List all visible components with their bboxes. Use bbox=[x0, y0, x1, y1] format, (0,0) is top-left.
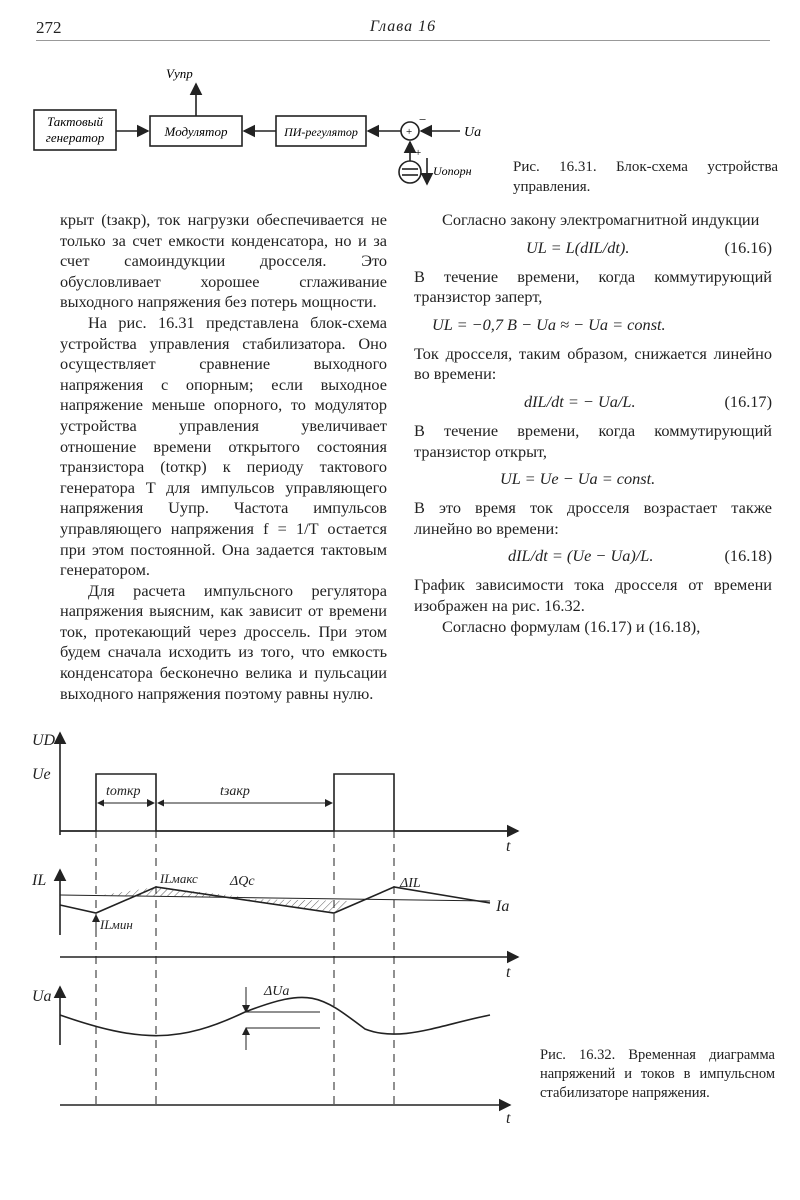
equation-formula: dIL/dt = − Ua/L. bbox=[524, 391, 636, 411]
clock-label-2: генератор bbox=[45, 130, 105, 145]
equation-number: (16.16) bbox=[724, 237, 772, 257]
paragraph: В течение времени, когда коммутирующий транзистор открыт, bbox=[414, 420, 772, 461]
modulator-label: Модулятор bbox=[164, 124, 228, 139]
equation-formula: UL = L(dIL/dt). bbox=[526, 237, 630, 257]
u-a-label: Uа bbox=[464, 125, 482, 140]
paragraph: Для расчета импульсного регулятора напряжения выясним, как зависит от времени ток, протекающий через дроссель. При этом будем сначала исходить из того, что емкость конденсатора бесконечно велика и пульсации выходного напряжения поэтому равны нулю. bbox=[60, 580, 387, 703]
il-label: IL bbox=[32, 872, 47, 889]
equation-formula: UL = −0,7 В − Ua ≈ − Ua = const. bbox=[432, 314, 666, 334]
ua-waveform bbox=[60, 997, 490, 1035]
equation-formula: UL = Ue − Ua = const. bbox=[500, 469, 656, 489]
t-label-2: t bbox=[506, 964, 511, 981]
u-ref-label: Uопорн bbox=[433, 164, 472, 178]
paragraph: Согласно закону электромагнитной индукции bbox=[442, 210, 760, 229]
dil-label: ΔIL bbox=[400, 876, 421, 891]
reference-source bbox=[399, 161, 421, 183]
ua-label: Ua bbox=[32, 988, 52, 1005]
t-label-3: t bbox=[506, 1110, 511, 1127]
figure-16-32-caption: Рис. 16.32. Временная диаграмма напряжений и токов в импульсном стабилизаторе напряжения. bbox=[540, 1047, 775, 1101]
dua-label: ΔUa bbox=[264, 984, 290, 999]
page-number: 272 bbox=[36, 18, 62, 37]
right-column bbox=[414, 210, 772, 637]
equation-16-16 bbox=[414, 231, 772, 267]
ia-label: Ia bbox=[496, 898, 510, 915]
il-min-label: ILмин bbox=[100, 917, 133, 932]
equation bbox=[414, 308, 772, 344]
page-header bbox=[36, 18, 770, 41]
pi-label: ПИ-регулятор bbox=[284, 125, 358, 139]
equation-number: (16.18) bbox=[724, 546, 772, 566]
equation bbox=[414, 462, 772, 498]
equation-formula: dIL/dt = (Ue − Ua)/L. bbox=[508, 546, 654, 566]
clock-label-1: Тактовый bbox=[46, 114, 104, 129]
ue-label: Ue bbox=[32, 766, 51, 783]
dq-label: ΔQc bbox=[230, 874, 255, 889]
plus-sign: + bbox=[406, 126, 413, 138]
paragraph: В течение времени, когда коммутирующий транзистор заперт, bbox=[414, 266, 772, 307]
t-closed-label: tзакр bbox=[220, 784, 250, 799]
paragraph: Согласно формулам (16.17) и (16.18), bbox=[442, 616, 701, 636]
paragraph: На рис. 16.31 представлена блок-схема устройства управления стабилизатора. Оно осуществляет сравнение выходного напряжения с опорным; если выходное напряжение меньше опорного, то модулятор устройства управления увеличивает отношение времени открытого состояния транзистора (tоткр) к периоду тактового генератора T для импульсов управляющего напряжения Uупр. Частота импульсов управляющего напряжения f = 1/T остается при этом постоянной. Она задается тактовым генератором. bbox=[60, 312, 387, 580]
chapter-title: Глава 16 bbox=[369, 18, 437, 35]
paragraph: крыт (tзакр), ток нагрузки обеспечивается не только за счет емкости конденсатора, но и за счет самоиндукции дросселя. Это обусловливает хорошее сглаживание выходного напряжения без потерь мощности. bbox=[60, 210, 387, 312]
equation-number: (16.17) bbox=[724, 391, 772, 411]
il-max-label: ILмакс bbox=[160, 871, 198, 886]
paragraph: В это время ток дросселя возрастает также линейно во времени: bbox=[414, 498, 772, 538]
u-ctrl-label: Vупр bbox=[166, 66, 193, 81]
t-open-label: tоткр bbox=[106, 784, 141, 799]
equation-16-18 bbox=[414, 539, 772, 575]
t-label-1: t bbox=[506, 838, 511, 855]
figure-16-32-timing-diagram bbox=[20, 725, 530, 1135]
figure-16-31-block-diagram bbox=[30, 62, 510, 202]
paragraph: График зависимости тока дросселя от времени изображен на рис. 16.32. bbox=[414, 575, 772, 615]
equation-16-17 bbox=[414, 385, 772, 421]
figure-16-31-caption: Рис. 16.31. Блок-схема устройства управления. bbox=[513, 159, 778, 195]
left-column bbox=[60, 210, 387, 704]
paragraph: Ток дросселя, таким образом, снижается линейно во времени: bbox=[414, 343, 772, 384]
plus-sign-ref: + bbox=[415, 147, 422, 159]
minus-sign: − bbox=[419, 112, 427, 127]
ud-label: UD bbox=[32, 732, 56, 749]
